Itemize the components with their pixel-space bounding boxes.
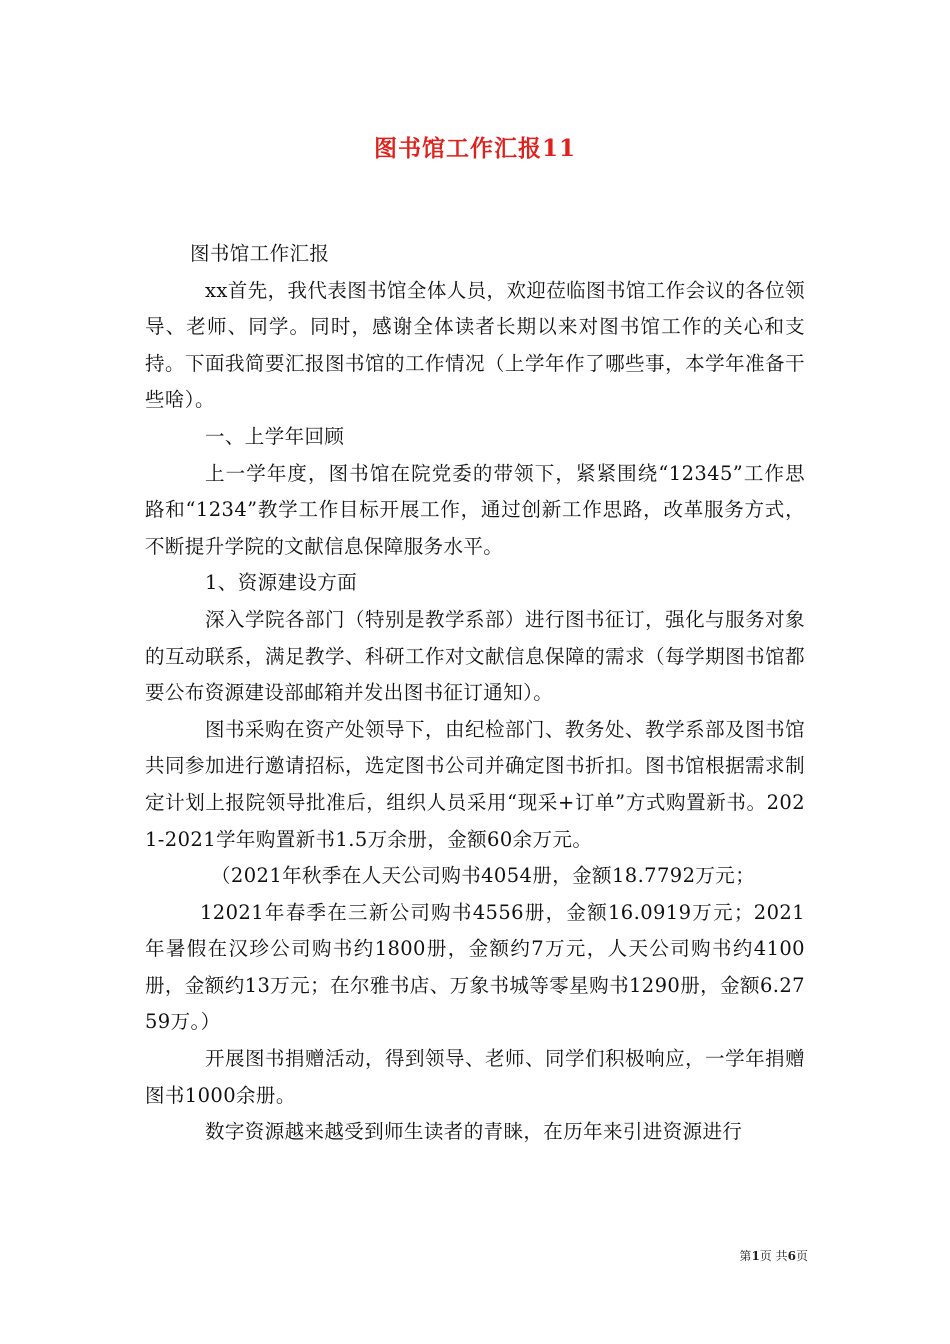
document-body	[145, 236, 805, 1151]
paragraph-book-ordering: 深入学院各部门（特别是教学系部）进行图书征订，强化与服务对象的互动联系，满足教学、科研工作对文献信息保障的需求（每学期图书馆都要公布资源建设部邮箱并发出图书征订通知）。	[145, 607, 805, 705]
section-heading-review: 一、上学年回顾	[205, 424, 345, 448]
paragraph-book-purchase: 图书采购在资产处领导下，由纪检部门、教务处、教学系部及图书馆共同参加进行邀请招标，选定图书公司并确定图书折扣。图书馆根据需求制定计划上报院领导批准后，组织人员采用“现采+订单”方式购置新书。2021-2021学年购置新书1.5万余册，金额60余万元。	[145, 717, 805, 851]
document-title: 图书馆工作汇报11	[373, 135, 576, 162]
paragraph-purchase-detail-2: 12021年春季在三新公司购书4556册，金额16.0919万元；2021年暑假在汉珍公司购书约1800册，金额约7万元，人天公司购书约4100册，金额约13万元；在尔雅书店、万象书城等零星购书1290册，金额6.2759万。）	[145, 900, 805, 1034]
section-heading-resources: 1、资源建设方面	[205, 571, 358, 595]
footer-suffix: 页	[795, 1249, 808, 1263]
paragraph-heading: 图书馆工作汇报	[190, 242, 330, 265]
footer-total-pages: 6	[787, 1249, 796, 1263]
paragraph-review: 上一学年度，图书馆在院党委的带领下，紧紧围绕“12345”工作思路和“1234”教学工作目标开展工作，通过创新工作思路，改革服务方式，不断提升学院的文献信息保障服务水平。	[145, 461, 805, 558]
footer-prefix: 第	[739, 1249, 752, 1263]
paragraph-digital-resources: 数字资源越来越受到师生读者的青睐，在历年来引进资源进行	[205, 1120, 743, 1144]
paragraph-donation: 开展图书捐赠活动，得到领导、老师、同学们积极响应，一学年捐赠图书1000余册。	[145, 1047, 805, 1107]
paragraph-opening: xx首先，我代表图书馆全体人员，欢迎莅临图书馆工作会议的各位领导、老师、同学。同时，感谢全体读者长期以来对图书馆工作的关心和支持。下面我简要汇报图书馆的工作情况（上学年作了哪些事，本学年准备干些啥）。	[145, 278, 805, 412]
page-footer	[0, 1247, 808, 1265]
paragraph-purchase-detail-1: （2021年秋季在人天公司购书4054册，金额18.7792万元；	[211, 864, 756, 888]
footer-middle: 页 共	[759, 1249, 788, 1263]
footer-current-page: 1	[751, 1249, 760, 1263]
